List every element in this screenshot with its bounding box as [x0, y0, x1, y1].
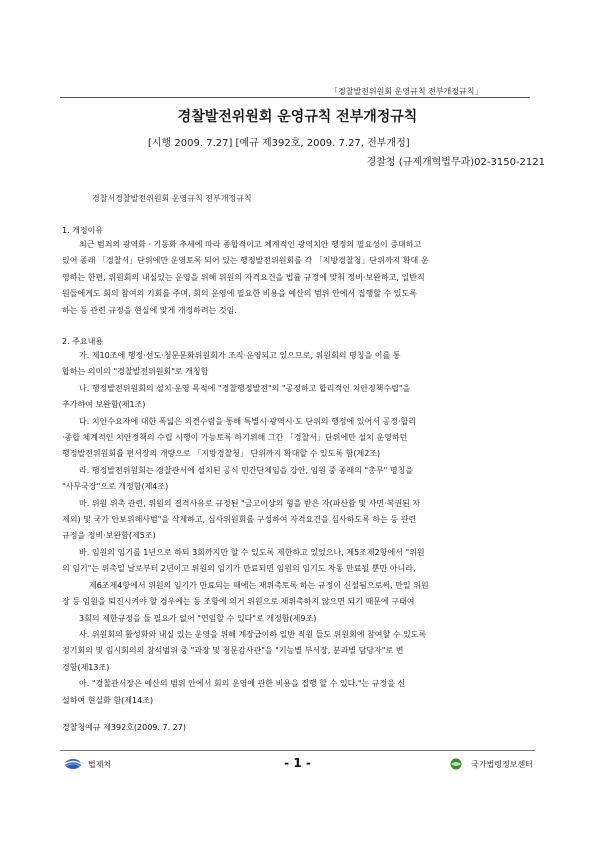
content-heading: 2. 주요내용 [62, 337, 104, 346]
enforcement-meta: [시행 2009. 7.27] [예규 제392호, 2009. 7.27, 전부개정] [148, 138, 410, 149]
content-line: 나. 행정발전위원회의 설치·운영 목적에 "경찰행정발전"의 "공정하고 합리적인 치안정책수립"을 [79, 383, 411, 393]
footer-left-label: 법제처 [88, 759, 112, 769]
content-line: 추가하여 보완함(제1조) [62, 400, 146, 410]
content-line: ·종합 체계적인 치안정책의 수립 시행이 가능토록 하기위해 그간 「경찰서」단위에만 설치 운영하던 [62, 433, 408, 443]
reason-line: 하는 등 관련 규정을 현실에 맞게 개정하려는 것임. [62, 305, 237, 315]
reason-line: 있어 종래 「경찰서」단위에만 운영토록 되어 있는 행정발전위원회를 각 「지방경찰청」단위까지 확대 운 [62, 256, 429, 266]
footer-reference: 경찰청예규 제392호(2009. 7. 27) [62, 723, 186, 732]
document-title: 경찰발전위원회 운영규칙 전부개정규칙 [177, 109, 418, 125]
page-number: - 1 - [284, 756, 311, 770]
reason-line: 원들에게도 회의 참여의 기회를 주며, 회의 운영에 필요한 비용을 예산의 범위 안에서 집행할 수 있도록 [62, 289, 417, 299]
header-divider [60, 97, 530, 98]
reason-paragraph [62, 237, 540, 319]
running-header: 「경찰발전위원회 운영규칙 전부개정규칙」 [330, 87, 483, 96]
content-line: 사. 위원회의 활성화와 내실 있는 운영을 위해 계장급이하 일반 직원 들도 위원회에 참여할 수 있도록 [79, 629, 427, 639]
content-line: 마. 위원 위촉 관련, 위원의 결격사유로 규정된 "금고이상의 형을 받은 자(파산함 및 사면·복권된 자 [79, 498, 421, 508]
content-line: 아. "경찰관서장은 예산의 범위 안에서 회의 운영에 관한 비용을 집행 할 수 있다."는 규정을 신 [79, 679, 406, 689]
content-line: 의 임기"는 위촉일 날로부터 2년이고 위원의 임기가 만료되면 임원의 임기도 자동 만료될 뿐만 아니라, [62, 564, 416, 574]
content-line: 라. 행정발전위원회는 경찰관서에 설치된 공식 민간단체임을 강안, 임원 중 종래의 "총무" 명칭을 [79, 465, 414, 475]
content-line: 설하여 현실화 함(제14조) [62, 695, 154, 705]
content-line: 정기회의 및 임시회의의 참석범위 중 "과장 및 청문감사관"을 "기능별 부서장, 분과별 담당자"로 변 [62, 646, 404, 656]
agency-contact: 경찰청 (규제개혁법무과)02-3150-2121 [366, 157, 545, 168]
content-line: "사무국장"으로 개정함(제4조) [62, 482, 169, 492]
content-paragraph [62, 348, 540, 709]
law-center-logo-icon [447, 758, 465, 770]
content-line: 제6조제4항에서 위원의 임기가 만료되는 때에는 재위촉토록 하는 규정이 신설됨으로써, 만일 위원 [89, 580, 429, 590]
content-line: 바. 임원의 임기를 1년으로 하되 3회까지만 할 수 있도록 제한하고 있었으나, 제5조제2항에서 "위원 [79, 547, 425, 557]
document-subtitle: 경찰서경찰발전위원회 운영규칙 전부개정규칙 [92, 194, 252, 203]
content-line: 가. 제10조에 행정·선도·청문문화위원회가 조직·운영되고 있으므로, 위원회의 명칭을 이를 통 [79, 351, 401, 360]
content-line: 행정발전위원회를 편서장의 개량으로 「지방경찰청」 단위까지 확대할 수 있도록 함(제2조) [62, 449, 381, 459]
content-line: 합하는 의미의 "경찰발전위원회"로 개칭함 [62, 367, 209, 377]
footer-right-label: 국가법령정보센터 [471, 759, 533, 769]
reason-heading: 1. 개정이유 [62, 226, 104, 235]
content-line: 경함(제13조) [62, 662, 110, 672]
content-line: 장 등 임원을 퇴진시켜야 할 경우에는 동 조항에 의거 위원으로 재위촉하지 않으면 되기 때문에 구태여 [62, 597, 415, 607]
content-line: 제외) 및 국가 안보위해사범"을 삭제하고, 심사위원회를 구성하여 자격요건을 심사하도록 하는 등 관련 [62, 515, 417, 525]
reason-line: 최근 범죄의 광역화 · 기동화 추세에 따라 종합적이고 체계적인 광역치안 행정의 필요성이 증대하고 [79, 240, 422, 249]
footer-divider [60, 750, 535, 751]
footer-right [447, 758, 533, 770]
content-line: 규정을 정비·보완함(제5조) [62, 531, 156, 541]
reason-line: 영하는 한편, 위원회의 내실있는 운영을 위해 위원의 자격요건을 법률 규정에 맞춰 정비·보완하고, 일반직 [62, 272, 425, 282]
content-line: 다. 치안수요자에 대한 폭넓은 의견수렴을 통해 특별시·광역시·도 단위의 행정에 있어서 공정·합리 [79, 416, 416, 426]
content-line: 3회의 제한규정을 둘 필요가 없어 "연임할 수 있다"로 개정함(제9조) [79, 613, 317, 623]
